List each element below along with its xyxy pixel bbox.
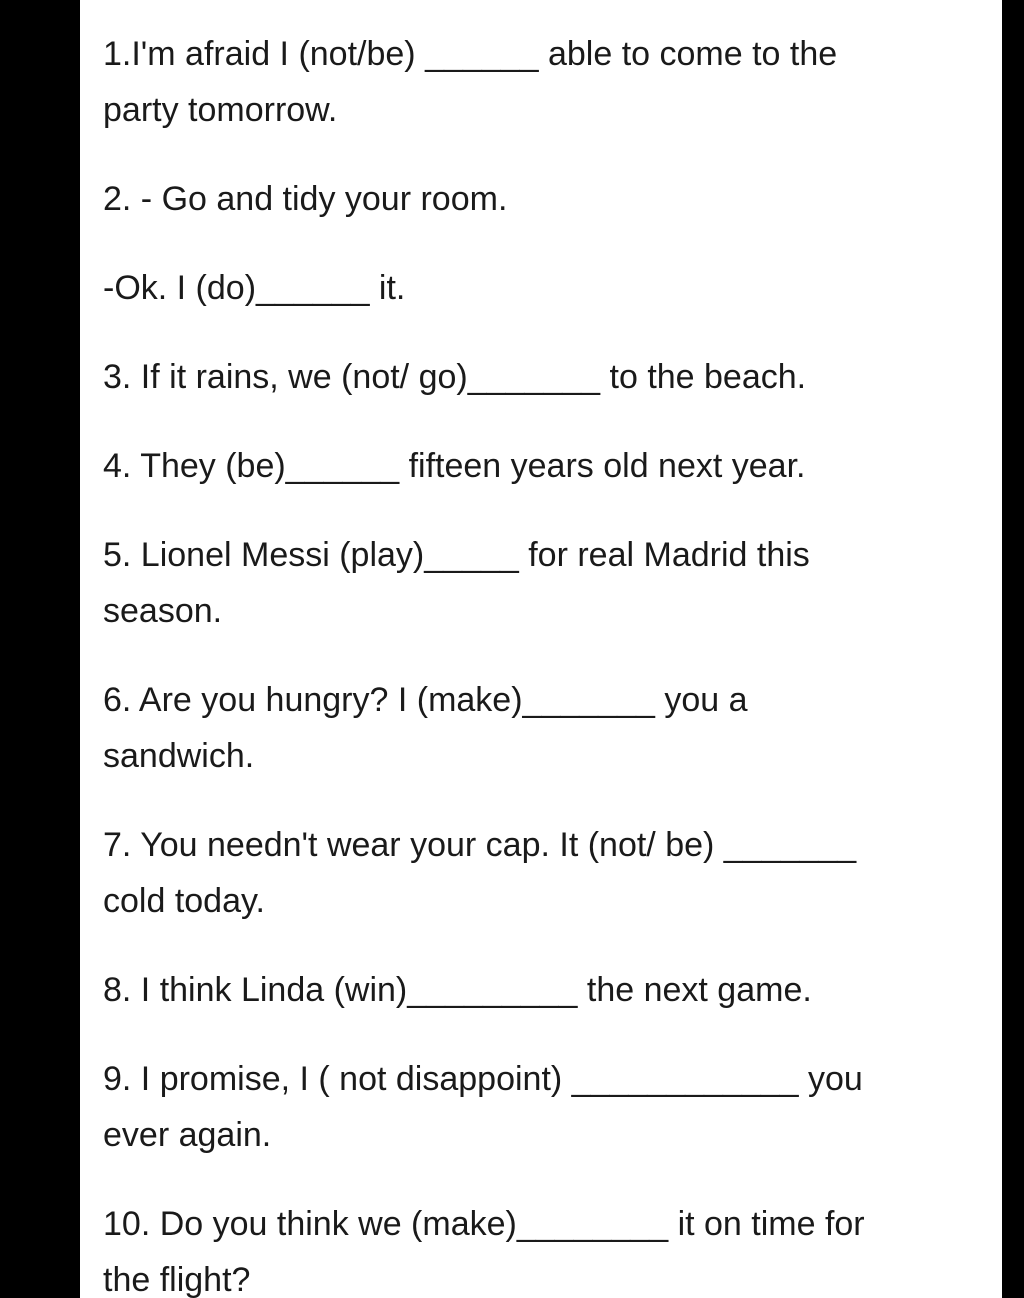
item-9-line-2: ever again.	[103, 1116, 272, 1154]
item-10-line-1: 10. Do you think we (make)________ it on time for	[103, 1205, 865, 1243]
item-7-line-2: cold today.	[103, 882, 265, 920]
item-5-line-2: season.	[103, 592, 223, 630]
item-2-line-1: 2. - Go and tidy your room.	[103, 180, 508, 218]
item-1-line-2: party tomorrow.	[103, 91, 338, 129]
item-7-line-1: 7. You needn't wear your cap. It (not/ be) _______	[103, 826, 857, 864]
item-8-line-1: 8. I think Linda (win)_________ the next game.	[103, 971, 812, 1009]
item-6-line-1: 6. Are you hungry? I (make)_______ you a	[103, 681, 748, 719]
item-4-line-1: 4. They (be)______ fifteen years old next year.	[103, 447, 806, 485]
item-9-line-1: 9. I promise, I ( not disappoint) ____________ you	[103, 1060, 863, 1098]
item-2-line-2: -Ok. I (do)______ it.	[103, 269, 406, 307]
item-3-line-1: 3. If it rains, we (not/ go)_______ to the beach.	[103, 358, 807, 396]
worksheet-page	[80, 0, 1002, 1298]
item-10-line-2: the flight?	[103, 1261, 251, 1298]
item-1-line-1: 1.I'm afraid I (not/be) ______ able to come to the	[103, 35, 838, 73]
item-5-line-1: 5. Lionel Messi (play)_____ for real Madrid this	[103, 536, 810, 574]
item-6-line-2: sandwich.	[103, 737, 255, 775]
